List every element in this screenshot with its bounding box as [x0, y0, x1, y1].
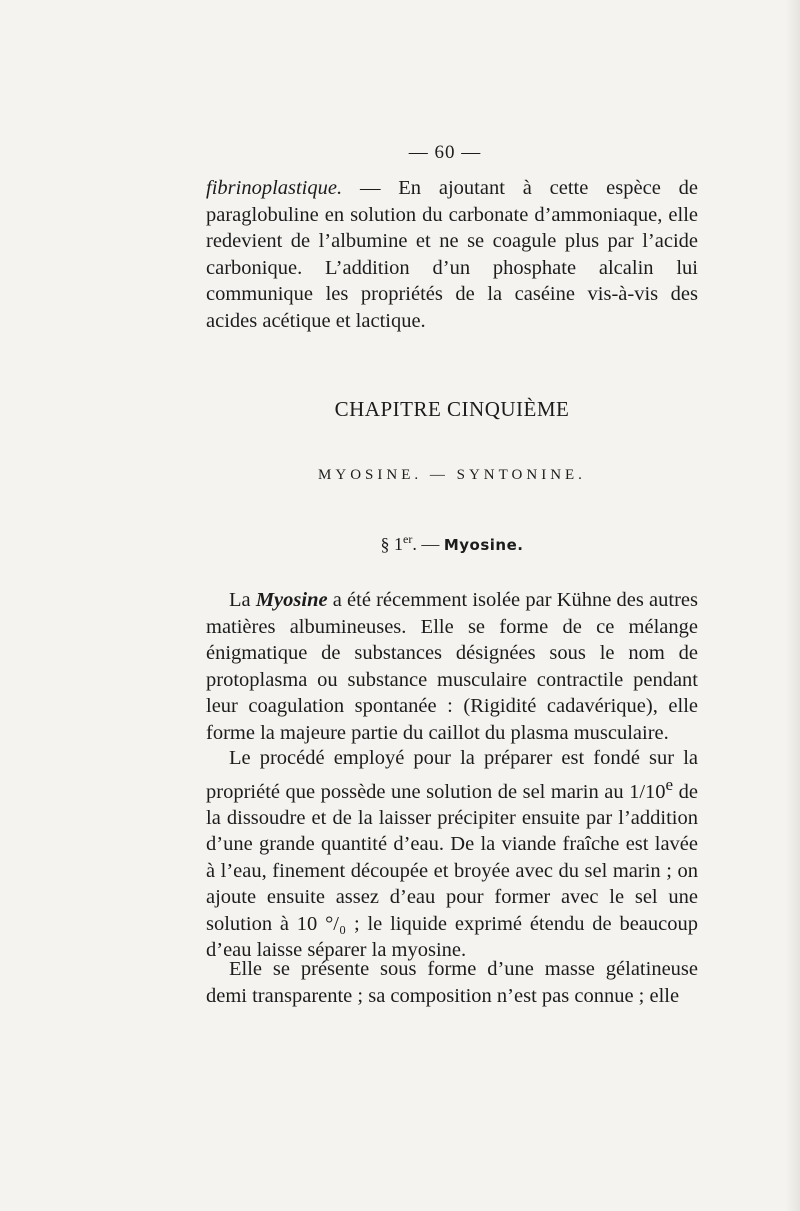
paragraph-continuation [206, 175, 698, 334]
section-separator: . — [412, 534, 444, 554]
paragraph-text-after: de la dissoudre et de la laisser précipiter ensuite par l’addition d’une grande quantité d’eau. De la viande fraîche est lavée à l’eau, finement découpée et broyée avec du sel marin ; on ajoute ensuite assez d’eau pour former avec le sel une solution à 10 °/₀ ; le liquide exprimé étendu de beaucoup d’eau laisse séparer la myosine. [206, 780, 698, 962]
paragraph-preparation [206, 745, 698, 964]
chapter-subtitle: MYOSINE. — SYNTONINE. [318, 467, 586, 483]
section-mark-sup: er [403, 532, 413, 546]
paragraph-text-before: Le procédé employé pour la préparer est fondé sur la propriété que possède une solution de sel marin au 1/10 [206, 747, 698, 803]
paragraph-text: a été récemment isolée par Kühne des autres matières albumineuses. Elle se forme de ce mélange énigmatique de substances désignées sous le nom de protoplasma ou substance musculaire contractile pendant leur coagulation spontanée : (Rigidité cadavérique), elle forme la majeure partie du caillot du plasma musculaire. [206, 589, 698, 744]
term-myosine: Myosine [255, 589, 328, 611]
italic-term: fibrinoplastique. [206, 177, 343, 199]
paragraph-properties: Elle se présente sous forme d’une masse gélatineuse demi transparente ; sa composition n’est pas connue ; elle [206, 958, 698, 1007]
superscript-e: e [665, 774, 674, 794]
page-number: — 60 — [408, 142, 482, 163]
paragraph-intro: La [229, 589, 256, 611]
section-heading [206, 532, 698, 555]
page-edge-shadow [786, 0, 800, 1211]
paragraph-myosine-intro [206, 587, 698, 746]
section-mark: § 1 [380, 534, 404, 554]
section-title: Myosine. [443, 536, 524, 554]
paragraph-text: — En ajoutant à cette espèce de paraglobuline en solution du carbonate d’ammoniaque, elle redevient de l’albumine et ne se coagule plus par l’acide carbonique. L’addition d’un phosphate alcalin lui communique les propriétés de la caséine vis-à-vis des acides acétique et lactique. [206, 177, 698, 332]
chapter-title: CHAPITRE CINQUIÈME [334, 397, 570, 421]
